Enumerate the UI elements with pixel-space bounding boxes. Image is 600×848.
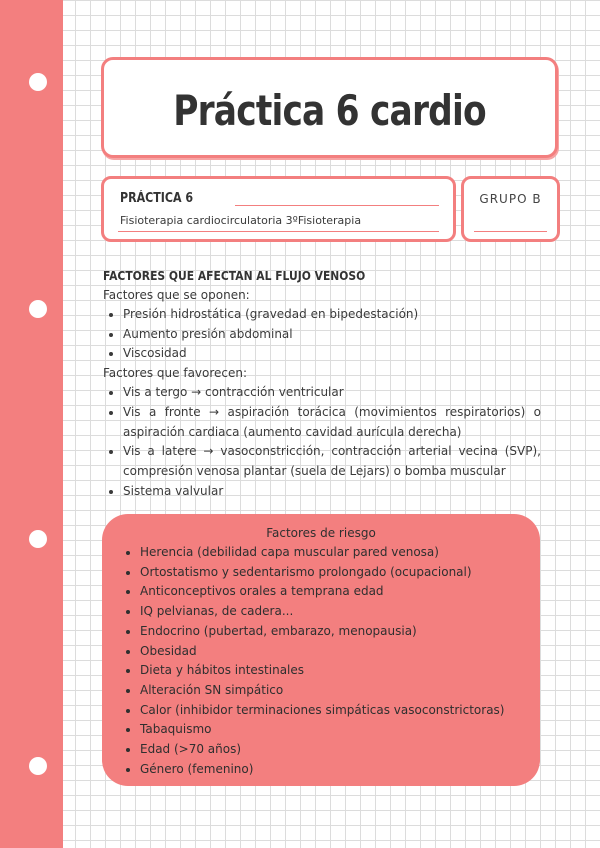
binder-hole	[29, 530, 47, 548]
list-item: • Vis a latere → vasoconstricción, contracción arterial vecina (SVP), compresión venosa plantar (suela de Lejars) o bomba muscular	[123, 442, 541, 481]
divider	[118, 231, 439, 232]
list-item: • Edad (>70 años)	[140, 740, 504, 760]
list-item: • Herencia (debilidad capa muscular pared venosa)	[140, 543, 504, 563]
list-item: • Viscosidad	[123, 344, 541, 364]
list-item: • Dieta y hábitos intestinales	[140, 661, 504, 681]
group-box	[461, 176, 560, 242]
list-item: • Vis a fronte → aspiración torácica (movimientos respiratorios) o aspiración cardiaca (aumento cavidad aurícula derecha)	[123, 403, 541, 442]
list-item: • Vis a tergo → contracción ventricular	[123, 383, 541, 403]
list-item: • IQ pelvianas, de cadera...	[140, 602, 504, 622]
risk-factors-box	[102, 514, 540, 786]
subject-text: Fisioterapia cardiocirculatoria 3ºFisioterapia	[120, 214, 362, 227]
list-item: • Obesidad	[140, 642, 504, 662]
practice-info-box	[101, 176, 456, 242]
binder-hole	[29, 757, 47, 775]
binder-hole	[29, 300, 47, 318]
list-item: • Endocrino (pubertad, embarazo, menopausia)	[140, 622, 504, 642]
list-item: • Aumento presión abdominal	[123, 325, 541, 345]
divider	[235, 205, 439, 206]
page-title: Práctica 6 cardio	[173, 86, 486, 135]
list-item: • Presión hidrostática (gravedad en bipedestación)	[123, 305, 541, 325]
list-item: • Tabaquismo	[140, 720, 504, 740]
favoring-list	[103, 383, 541, 501]
list-item: • Sistema valvular	[123, 482, 541, 502]
group-label: GRUPO B	[479, 192, 542, 206]
list-item: • Calor (inhibidor terminaciones simpáticas vasoconstrictoras)	[140, 701, 504, 721]
list-item: • Anticonceptivos orales a temprana edad	[140, 582, 504, 602]
title-box	[101, 57, 558, 158]
main-content	[103, 268, 541, 501]
favoring-label: Factores que favorecen:	[103, 366, 248, 381]
binder-hole	[29, 73, 47, 91]
risk-title: Factores de riesgo	[266, 526, 376, 540]
divider	[474, 231, 547, 232]
section-title: FACTORES QUE AFECTAN AL FLUJO VENOSO	[103, 268, 366, 283]
list-item: • Ortostatismo y sedentarismo prolongado (ocupacional)	[140, 563, 504, 583]
opposing-list	[103, 305, 541, 364]
practice-label: PRÁCTICA 6	[120, 191, 194, 206]
risk-list	[102, 543, 504, 779]
opposing-label: Factores que se oponen:	[103, 288, 250, 302]
list-item: • Alteración SN simpático	[140, 681, 504, 701]
binder-strip	[0, 0, 63, 848]
list-item: • Género (femenino)	[140, 760, 504, 780]
